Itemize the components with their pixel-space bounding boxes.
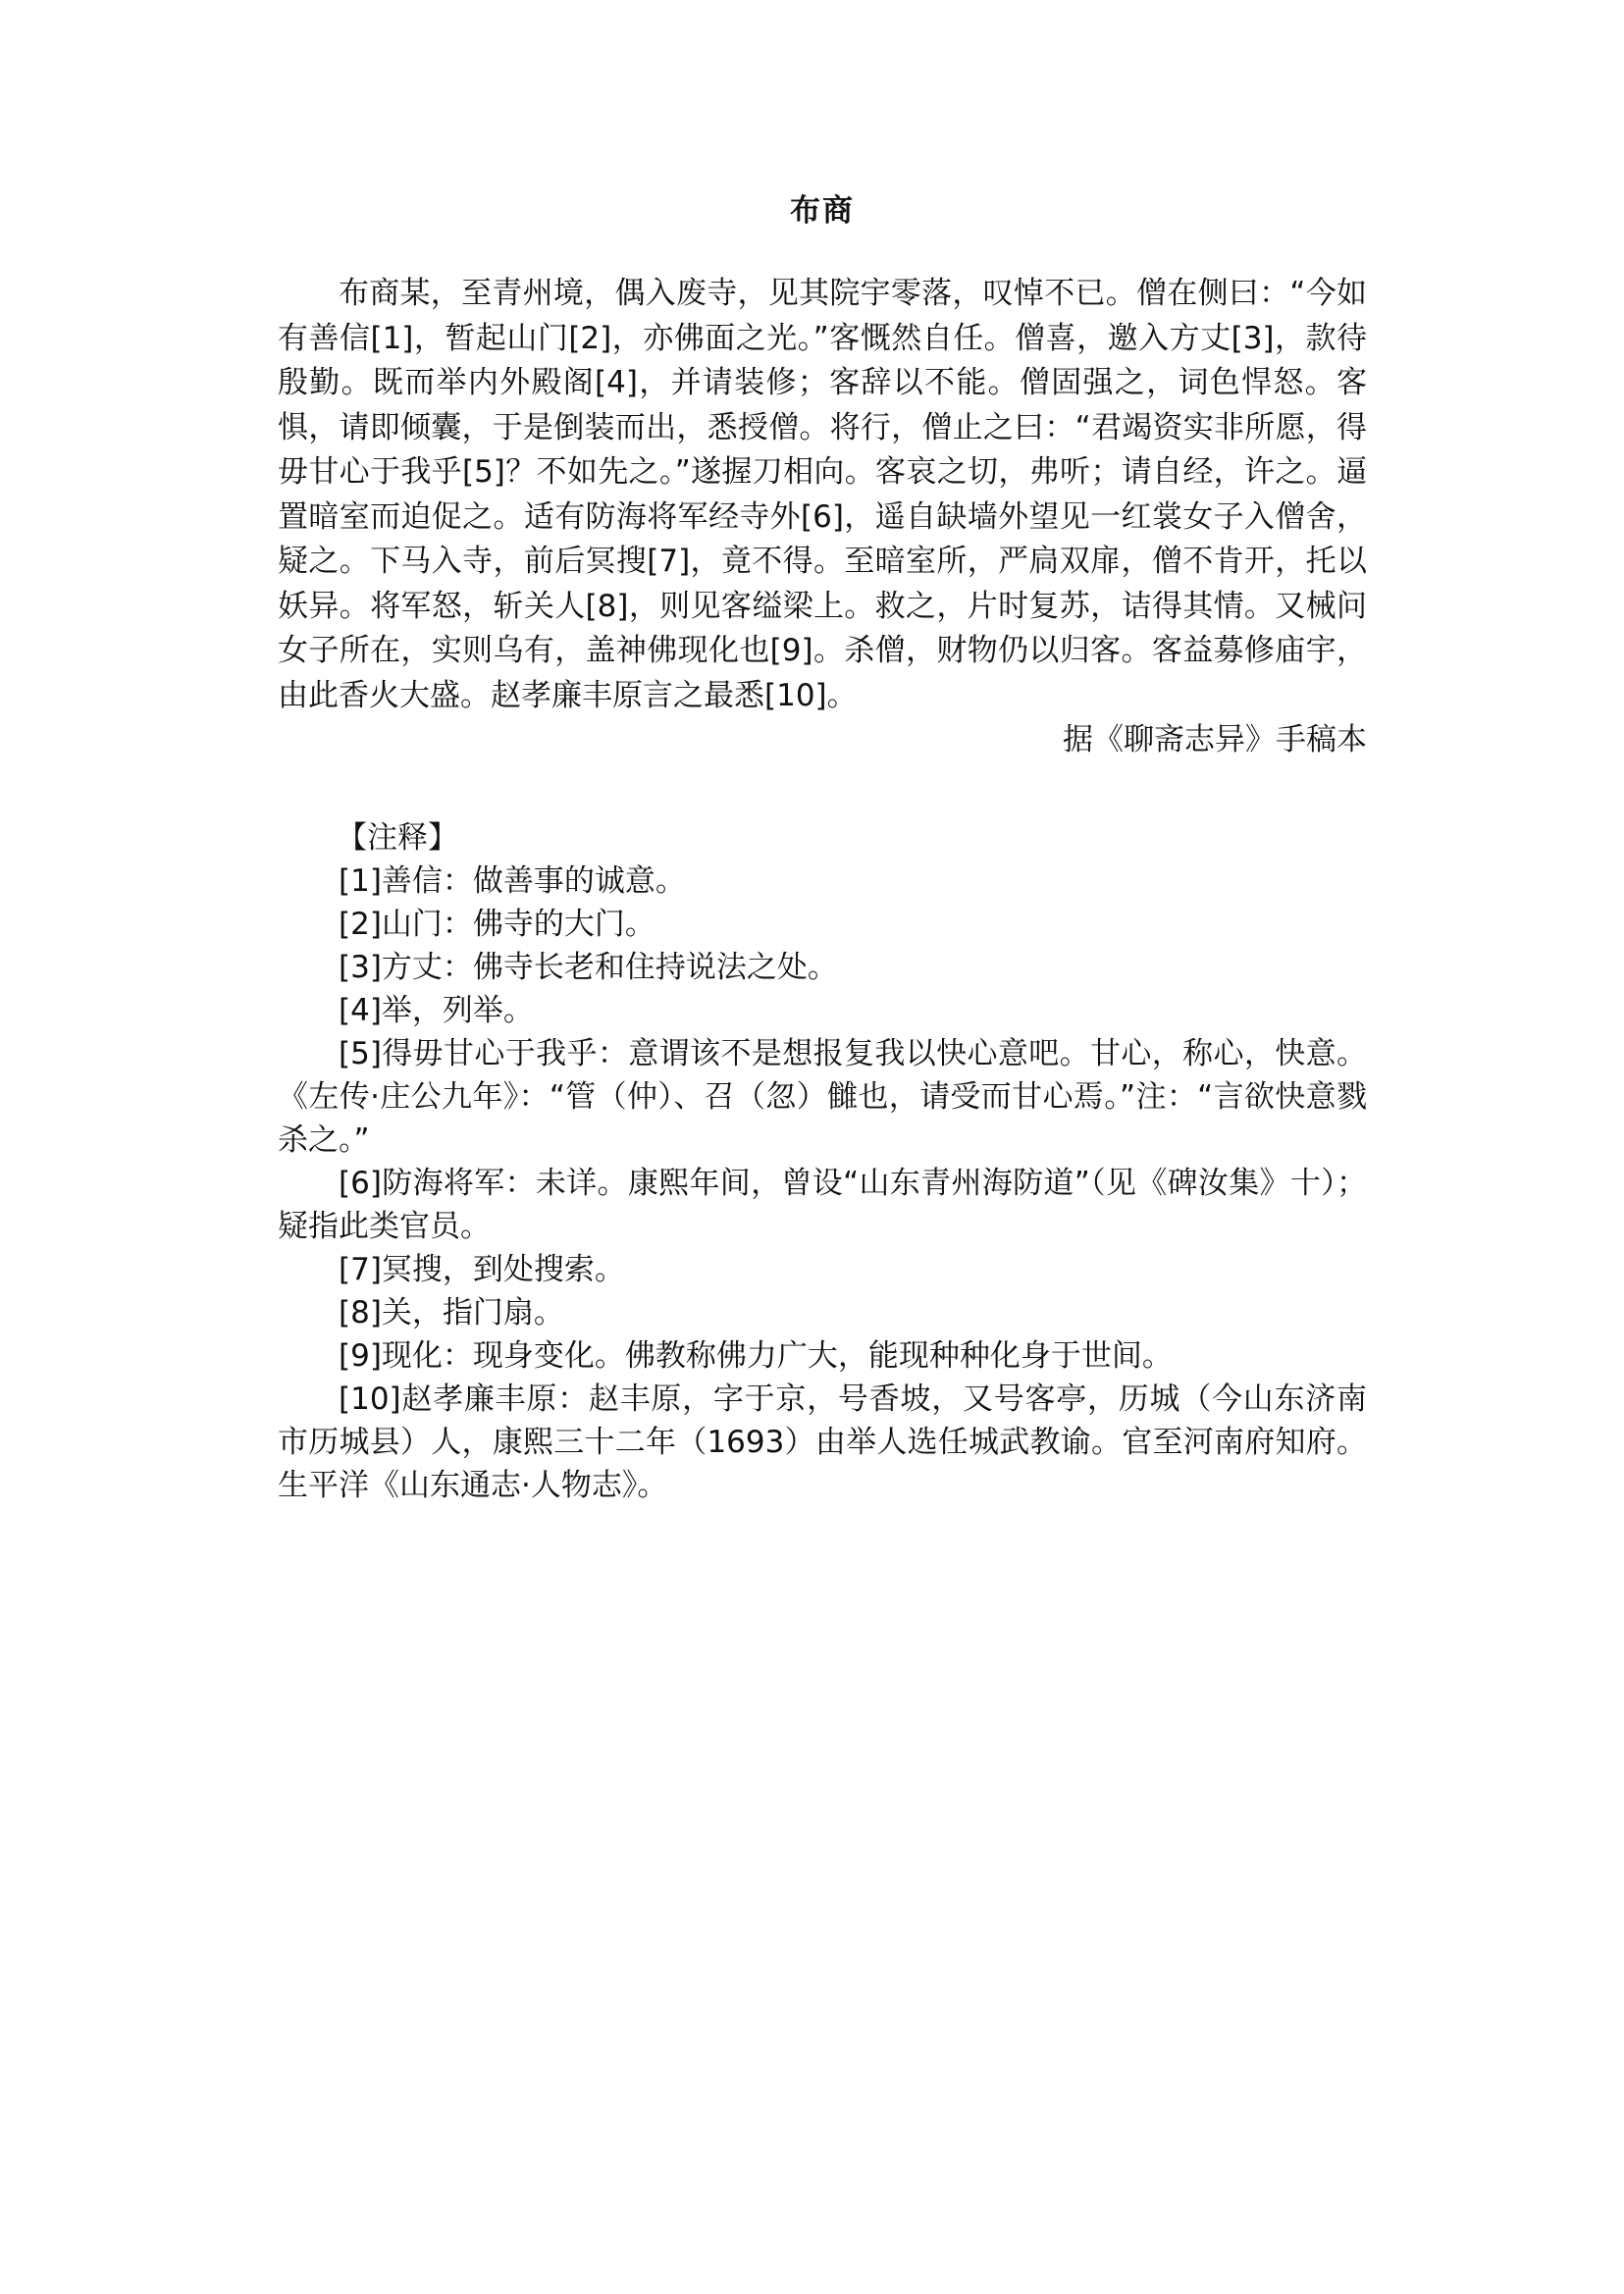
note-item: [1]善信：做善事的诚意。 [339, 862, 686, 899]
note-item: [4]举，列举。 [339, 992, 534, 1028]
notes-list [278, 860, 1367, 1507]
note-item: [5]得毋甘心于我乎：意谓该不是想报复我以快心意吧。甘心，称心，快意。《左传·庄公九年》：“管（仲）、召（忽）雠也，请受而甘心焉。”注：“言欲快意戮杀之。” [278, 1035, 1367, 1158]
source-citation: 据《聊斋志异》手稿本 [1063, 722, 1367, 757]
document-title: 布商 [790, 193, 855, 229]
note-item: [6]防海将军：未详。康熙年间，曾设“山东青州海防道”（见《碑汝集》十）；疑指此类官员。 [278, 1165, 1367, 1244]
story-text: 布商某，至青州境，偶入废寺，见其院宇零落，叹悼不已。僧在侧曰：“今如有善信[1]，暂起山门[2]，亦佛面之光。”客慨然自任。僧喜，邀入方丈[3]，款待殷勤。既而举内外殿阁[4]，并请装修；客辞以不能。僧固强之，词色悍怒。客惧，请即倾囊，于是倒装而出，悉授僧。将行，僧止之曰：“君竭资实非所愿，得毋甘心于我乎[5]？不如先之。”遂握刀相向。客哀之切，弗听；请自经，许之。逼置暗室而迫促之。适有防海将军经寺外[6]，遥自缺墙外望见一红裳女子入僧舍，疑之。下马入寺，前后冥搜[7]，竟不得。至暗室所，严扃双扉，僧不肯开，托以妖异。将军怒，斩关人[8]，则见客缢梁上。救之，片时复苏，诘得其情。又械问女子所在，实则乌有，盖神佛现化也[9]。杀僧，财物仍以归客。客益募修庙宇，由此香火大盛。赵孝廉丰原言之最悉[10]。 [278, 276, 1367, 713]
document-page [278, 191, 1367, 1507]
note-item: [9]现化：现身变化。佛教称佛力广大，能现种种化身于世间。 [339, 1337, 1173, 1374]
note-item: [7]冥搜，到处搜索。 [339, 1251, 625, 1287]
notes-header: 【注释】 [337, 819, 458, 856]
note-item: [2]山门：佛寺的大门。 [339, 906, 655, 942]
note-item: [3]方丈：佛寺长老和住持说法之处。 [339, 949, 838, 985]
note-item: [10]赵孝廉丰原：赵丰原，字于京，号香坡，又号客亭，历城（今山东济南市历城县）人，康熙三十二年（1693）由举人选任城武教谕。官至河南府知府。生平洋《山东通志·人物志》。 [278, 1381, 1367, 1503]
note-item: [8]关，指门扇。 [339, 1294, 564, 1330]
